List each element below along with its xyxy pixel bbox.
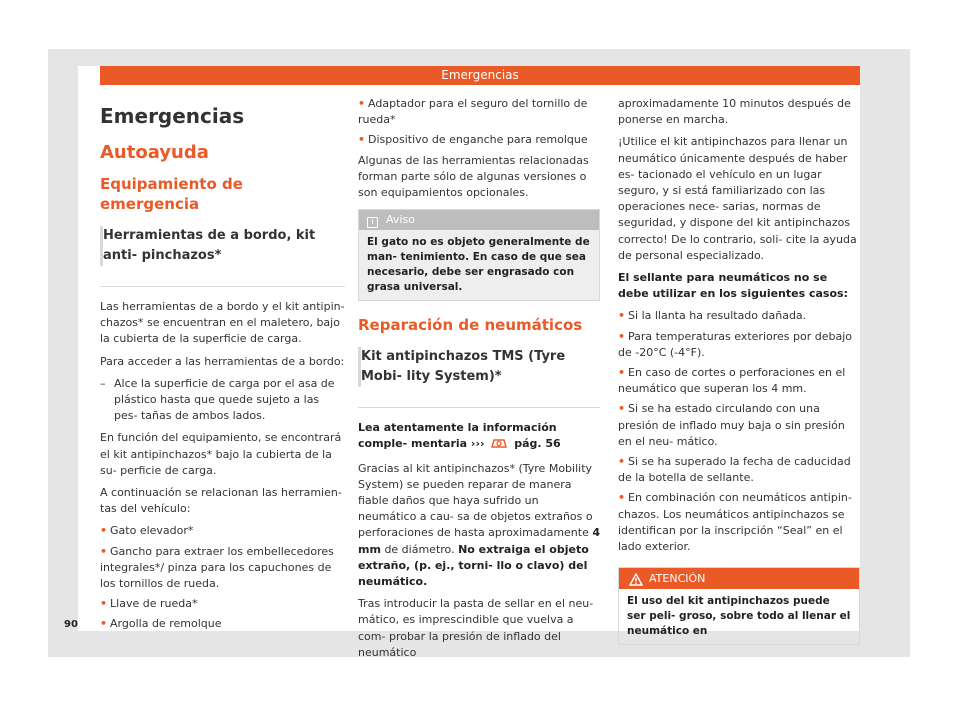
list-item: [618, 490, 860, 555]
reference-page-link[interactable]: pág. 56: [514, 437, 561, 451]
list-item-text: Gancho para extraer los embellecedores integrales*/ pinza para los capuchones de los tornillos de rueda.: [100, 544, 334, 591]
list-item: [618, 401, 860, 450]
paragraph: Algunas de las herramientas relacionadas forman parte sólo de algunas versiones o son equipamientos opcionales.: [358, 153, 589, 200]
list-item: [618, 365, 860, 397]
paragraph: [358, 461, 600, 591]
warning-text: El uso del kit antipinchazos puede ser peli- groso, sobre todo al llenar el neumático en: [627, 595, 851, 638]
reference-text: Lea atentamente la información comple- mentaria ›››: [358, 421, 557, 451]
list-item: [618, 329, 860, 361]
column-1: [100, 96, 345, 637]
notice-header: [359, 210, 599, 230]
notice-box: [358, 209, 600, 301]
bullet-icon: •: [618, 402, 626, 416]
list-item-text: Si se ha estado circulando con una presión de inflado muy baja o sin presión en el neu- mático.: [618, 402, 845, 448]
list-item-text: Argolla de remolque: [110, 617, 222, 631]
bullet-icon: •: [618, 455, 626, 469]
list-item: [100, 596, 345, 612]
page-number: 90: [64, 619, 78, 630]
heading: Kit antipinchazos TMS (Tyre Mobi- lity System)*: [358, 347, 600, 387]
list-item: [618, 308, 860, 324]
bullet-icon: •: [358, 97, 366, 110]
size-value: 4 mm: [358, 526, 601, 556]
paragraph-text-end: de diámetro.: [384, 542, 455, 556]
list-item-text: En combinación con neumáticos antipin- chazos. Los neumáticos antipinchazos se identifican por la inscripción “Seal” en el lado exterior.: [618, 491, 852, 554]
subsection-title: Equipamiento de emergencia: [100, 175, 243, 213]
list-item-text: Para temperaturas exteriores por debajo de -20°C (-4°F).: [618, 329, 852, 359]
paragraph: En función del equipamiento, se encontrará el kit antipinchazos* bajo la cubierta de la su- perficie de carga.: [100, 431, 342, 477]
dash-list-item: [100, 376, 345, 425]
list-item-text: Adaptador para el seguro del tornillo de rueda*: [358, 97, 588, 127]
warning-triangle-icon: [629, 572, 643, 593]
notice-text: El gato no es objeto generalmente de man- tenimiento. En caso de que sea necesario, debe ser engrasado con grasa universal.: [359, 230, 599, 300]
paragraph: Tras introducir la pasta de sellar en el neu- mático, es imprescindible que vuelva a com- probar la presión de inflado del neumático: [358, 597, 594, 659]
list-item-text: Si se ha superado la fecha de caducidad de la botella de sellante.: [618, 455, 851, 485]
paragraph-warning-text: No extraiga el objeto extraño, (p. ej., torni- llo o clavo) del neumático.: [358, 542, 589, 589]
info-icon: i: [367, 217, 378, 228]
warning-header: [619, 568, 859, 589]
subheading: El sellante para neumáticos no se debe utilizar en los siguientes casos:: [618, 271, 848, 301]
paragraph: aproximadamente 10 minutos después de ponerse en marcha.: [618, 97, 851, 127]
dash-marker: –: [100, 376, 106, 390]
list-item-text: Llave de rueda*: [110, 597, 198, 611]
list-item-text: Dispositivo de enganche para remolque: [368, 133, 588, 147]
list-item: [358, 132, 600, 148]
chapter-title: Emergencias: [100, 104, 245, 128]
list-item-text: Si la llanta ha resultado dañada.: [628, 309, 807, 323]
bullet-icon: •: [358, 133, 366, 147]
list-item: [358, 96, 600, 128]
bullet-icon: •: [618, 491, 626, 505]
bullet-icon: •: [100, 597, 108, 611]
notice-label: Aviso: [386, 213, 415, 227]
heading: Herramientas de a bordo, kit anti- pinchazos*: [100, 226, 345, 266]
list-item-text: Gato elevador*: [110, 524, 194, 538]
bullet-icon: •: [618, 366, 626, 380]
bullet-icon: •: [100, 544, 108, 558]
list-item: [100, 616, 345, 632]
warning-label: ATENCIÓN: [649, 572, 706, 586]
paragraph: Las herramientas de a bordo y el kit antipin- chazos* se encuentran en el maletero, bajo la cubierta de la superficie de carga.: [100, 300, 345, 346]
list-item-text: En caso de cortes o perforaciones en el neumático que superan los 4 mm.: [618, 366, 846, 396]
bullet-icon: •: [100, 524, 108, 538]
column-2: [358, 96, 600, 667]
paragraph: ¡Utilice el kit antipinchazos para llenar un neumático únicamente después de haber es- tacionado el vehículo en un lugar seguro, y si está familiarizado con las operaciones nece- sarias, normas de seguridad, y dispone del kit antipinchazos correcto! De lo contrario, soli- cite la ayuda de personal especializado.: [618, 135, 857, 262]
header-bar: Emergencias: [100, 66, 860, 85]
dash-item-text: Alce la superficie de carga por el asa de plástico hasta que quede sujeto a las pes- tañas de ambos lados.: [114, 376, 335, 423]
warning-box: [618, 567, 860, 645]
paragraph-text: Gracias al kit antipinchazos* (Tyre Mobility System) se pueden reparar de manera fiable daños que haya sufrido un neumático a cau- sa de objetos extraños o perforaciones de hasta aproximadamente: [358, 461, 593, 540]
list-item: [618, 454, 860, 486]
bullet-icon: •: [618, 329, 626, 343]
list-item: [100, 523, 345, 539]
list-item: [100, 544, 345, 593]
column-3: [618, 96, 860, 645]
reference-line: [358, 420, 600, 454]
heading-block: [100, 226, 345, 287]
paragraph: Para acceder a las herramientas de a bordo:: [100, 354, 345, 368]
section-title: Autoayuda: [100, 142, 209, 163]
tyre-repair-icon: [490, 437, 508, 454]
bullet-icon: •: [100, 617, 108, 631]
section-title: Reparación de neumáticos: [358, 316, 583, 335]
bullet-icon: •: [618, 309, 626, 323]
heading-block: [358, 347, 600, 408]
paragraph: A continuación se relacionan las herramien- tas del vehículo:: [100, 486, 342, 516]
